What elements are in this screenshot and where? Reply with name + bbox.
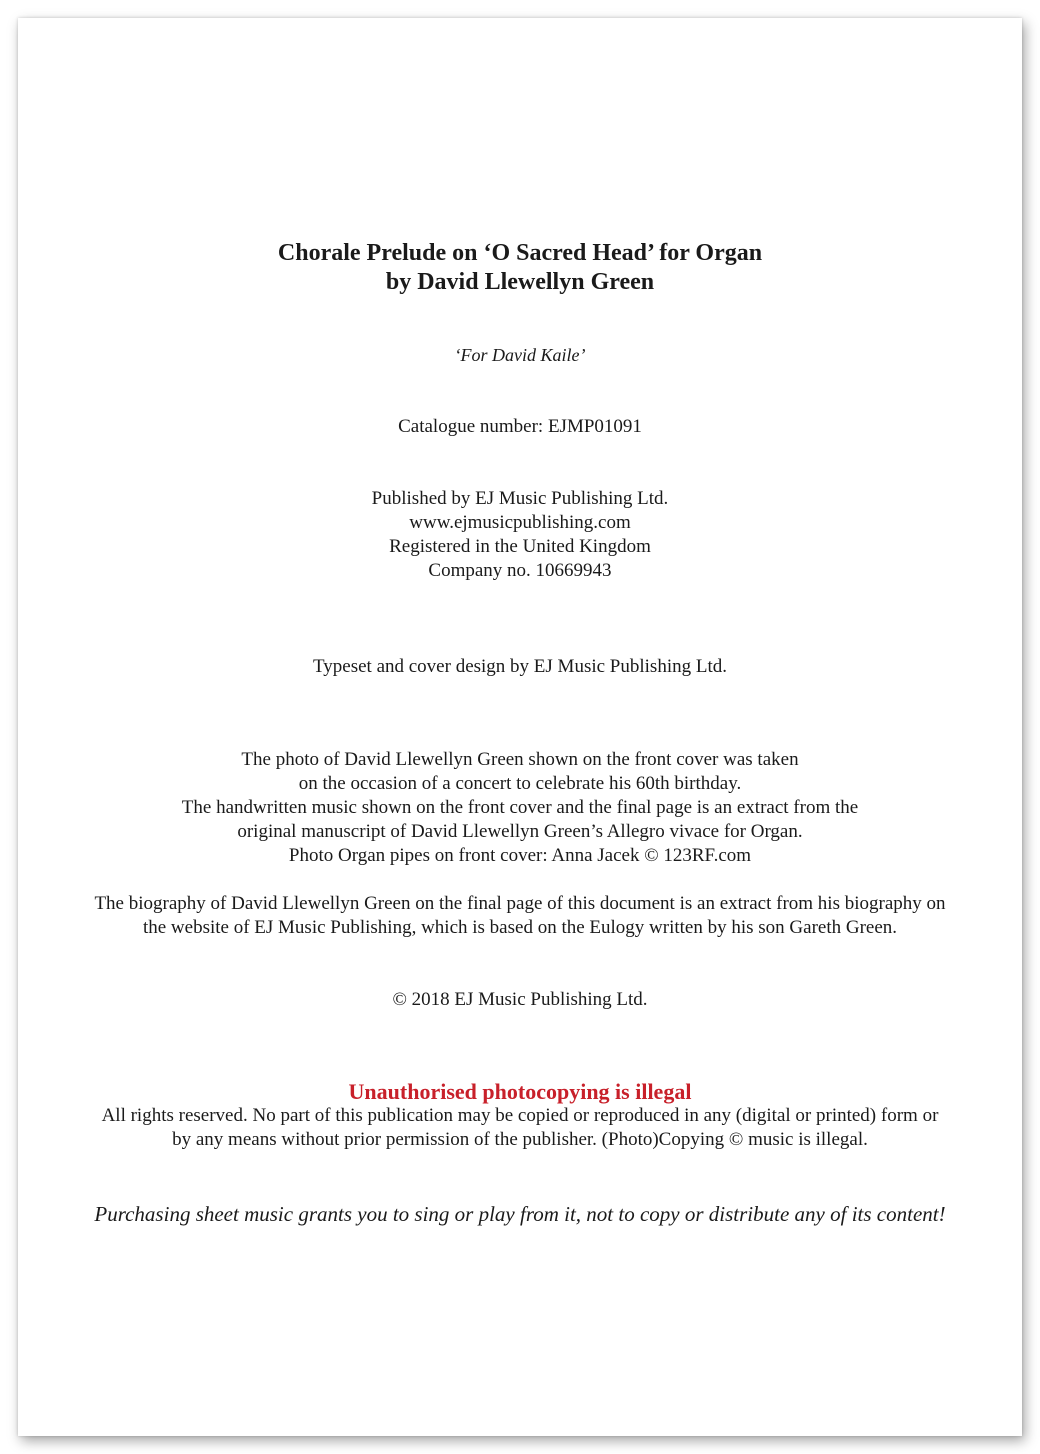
photo-credits: [18, 748, 1022, 868]
copyright-notice: © 2018 EJ Music Publishing Ltd.: [392, 989, 648, 1010]
typeset-credit: Typeset and cover design by EJ Music Publishing Ltd.: [313, 656, 727, 677]
rights-reserved: [18, 1104, 1022, 1152]
credits-line-3: The handwritten music shown on the front cover and the final page is an extract from the: [181, 797, 859, 818]
catalogue-number: Catalogue number: EJMP01091: [398, 416, 642, 437]
purchase-notice: Purchasing sheet music grants you to sing or play from it, not to copy or distribute any of its content!: [94, 1202, 946, 1226]
title-line-1: Chorale Prelude on ‘O Sacred Head’ for Organ: [277, 240, 763, 266]
dedication: ‘For David Kaile’: [454, 345, 586, 365]
publisher-company-number: Company no. 10669943: [428, 560, 612, 581]
biography-note: [18, 892, 1022, 940]
publisher-website: www.ejmusicpublishing.com: [409, 512, 631, 533]
credits-line-4: original manuscript of David Llewellyn Green’s Allegro vivace for Organ.: [237, 821, 803, 842]
publisher-info: [18, 487, 1022, 583]
credits-line-1: The photo of David Llewellyn Green shown on the front cover was taken: [241, 749, 799, 770]
document-page: [18, 18, 1022, 1436]
credits-line-5: Photo Organ pipes on front cover: Anna Jacek © 123RF.com: [288, 845, 752, 866]
title-line-2: by David Llewellyn Green: [385, 269, 655, 295]
credits-line-2: on the occasion of a concert to celebrate his 60th birthday.: [298, 773, 742, 794]
photocopy-warning: Unauthorised photocopying is illegal: [348, 1079, 692, 1104]
biography-line-2: the website of EJ Music Publishing, which is based on the Eulogy written by his son Gareth Green.: [142, 917, 898, 938]
document-title: [18, 239, 1022, 297]
rights-line-2: by any means without prior permission of the publisher. (Photo)Copying © music is illegal.: [172, 1129, 868, 1150]
publisher-line-1: Published by EJ Music Publishing Ltd.: [371, 488, 669, 509]
publisher-line-3: Registered in the United Kingdom: [389, 536, 651, 557]
biography-line-1: The biography of David Llewellyn Green on the final page of this document is an extract from his biography on: [94, 893, 946, 914]
rights-line-1: All rights reserved. No part of this publication may be copied or reproduced in any (digital or printed) form or: [101, 1105, 939, 1126]
